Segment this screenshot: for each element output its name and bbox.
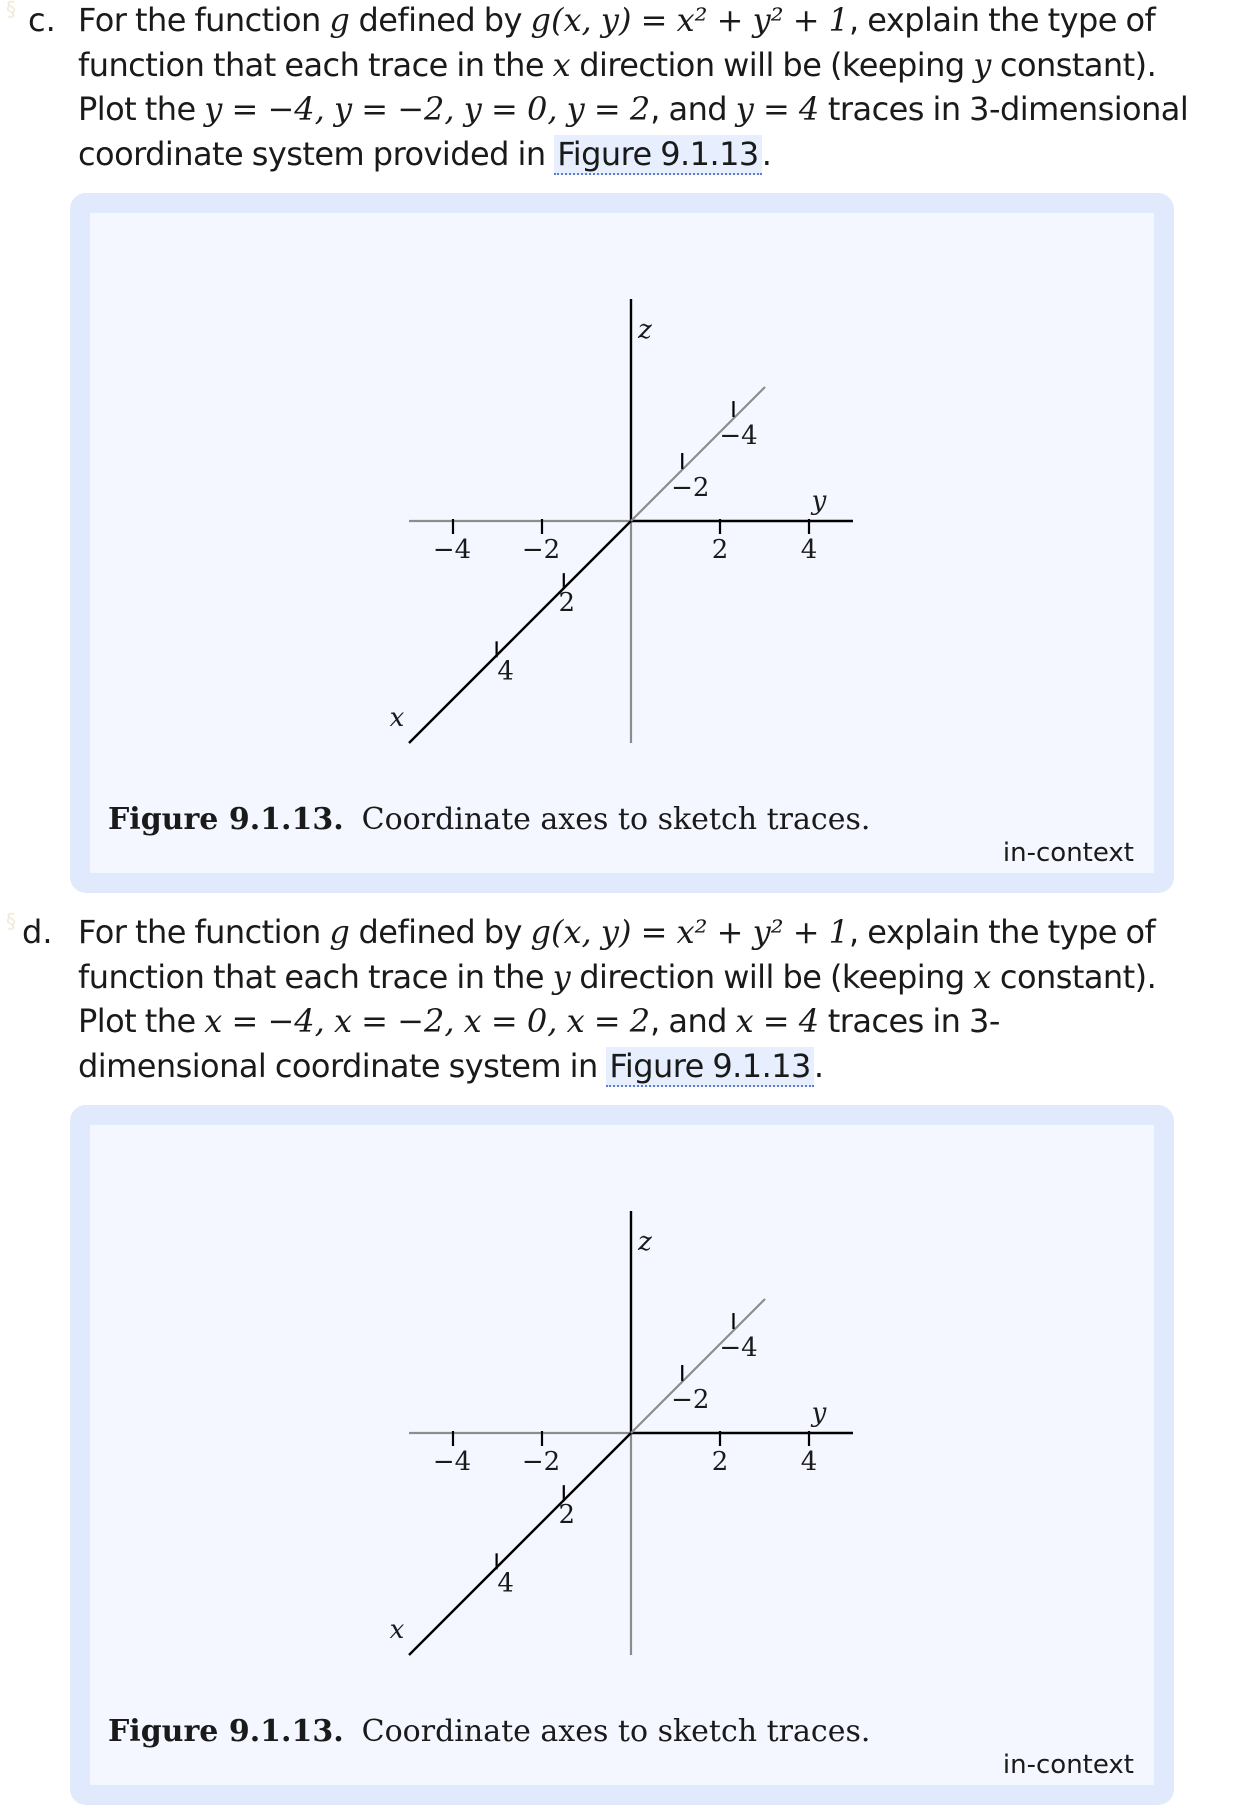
coordinate-axes-figure bbox=[90, 1125, 1154, 1785]
figure-container bbox=[70, 1105, 1174, 1805]
x-axis-tick-label: −4 bbox=[719, 421, 758, 452]
z-axis-label: z bbox=[638, 1227, 652, 1257]
task-prompt bbox=[78, 0, 1198, 176]
prompt-line: coordinate system provided in Figure 9.1.13. bbox=[78, 134, 772, 173]
y-axis-label: y bbox=[811, 486, 827, 516]
prompt-line: function that each trace in the y direction will be (keeping x constant). bbox=[78, 957, 1157, 996]
figure-panel bbox=[90, 1125, 1154, 1785]
figure-caption bbox=[108, 800, 870, 840]
x-axis-tick-label: 2 bbox=[558, 588, 576, 619]
prompt-line: Plot the y = −4, y = −2, y = 0, y = 2, and y = 4 traces in 3-dimensional bbox=[78, 90, 1189, 128]
figure-xref-link[interactable]: Figure 9.1.13 bbox=[554, 135, 762, 175]
figure-caption-text: Coordinate axes to sketch traces. bbox=[361, 1714, 871, 1749]
y-axis-tick-label: 2 bbox=[711, 535, 729, 565]
task-prompt bbox=[78, 910, 1198, 1088]
prompt-line: dimensional coordinate system in Figure 9.1.13. bbox=[78, 1046, 824, 1085]
x-axis-tick-label: 4 bbox=[497, 1568, 514, 1599]
x-axis-tick-label: −2 bbox=[671, 1385, 710, 1416]
x-axis-tick-label: 2 bbox=[558, 1500, 576, 1531]
x-axis-tick-label: −2 bbox=[671, 473, 710, 504]
in-context-link[interactable]: in-context bbox=[1002, 1750, 1134, 1780]
x-axis-label: x bbox=[389, 1615, 405, 1645]
x-axis-label: x bbox=[389, 703, 405, 733]
figure-container bbox=[70, 193, 1174, 893]
task-label: d. bbox=[22, 913, 53, 951]
bookmark-icon[interactable]: § bbox=[6, 0, 16, 21]
in-context-link[interactable]: in-context bbox=[1002, 838, 1134, 868]
y-axis-tick-label: 2 bbox=[711, 1447, 729, 1477]
y-axis-tick-label: −4 bbox=[432, 535, 472, 565]
figure-panel bbox=[90, 213, 1154, 873]
bookmark-icon[interactable]: § bbox=[6, 909, 16, 933]
figure-caption-number: Figure 9.1.13. bbox=[108, 802, 344, 837]
prompt-line: For the function g defined by g(x, y) = x² + y² + 1, explain the type of bbox=[78, 913, 1156, 951]
y-axis-label: y bbox=[811, 1398, 827, 1428]
figure-caption-number: Figure 9.1.13. bbox=[108, 1714, 344, 1749]
z-axis-label: z bbox=[638, 315, 652, 345]
y-axis-tick-label: −2 bbox=[521, 535, 561, 565]
task-label: c. bbox=[28, 1, 56, 39]
y-axis-tick-label: 4 bbox=[800, 1447, 818, 1477]
figure-caption bbox=[108, 1712, 870, 1752]
prompt-line: Plot the x = −4, x = −2, x = 0, x = 2, and x = 4 traces in 3- bbox=[78, 1002, 1000, 1040]
prompt-line: function that each trace in the x direction will be (keeping y constant). bbox=[78, 45, 1157, 84]
y-axis-tick-label: 4 bbox=[800, 535, 818, 565]
y-axis-tick-label: −2 bbox=[521, 1447, 561, 1477]
y-axis-tick-label: −4 bbox=[432, 1447, 472, 1477]
x-axis-tick-label: 4 bbox=[497, 656, 514, 687]
prompt-line: For the function g defined by g(x, y) = x² + y² + 1, explain the type of bbox=[78, 1, 1156, 39]
coordinate-axes-figure bbox=[90, 213, 1154, 873]
x-axis-tick-label: −4 bbox=[719, 1333, 758, 1364]
figure-xref-link[interactable]: Figure 9.1.13 bbox=[606, 1047, 814, 1087]
figure-caption-text: Coordinate axes to sketch traces. bbox=[361, 802, 871, 837]
